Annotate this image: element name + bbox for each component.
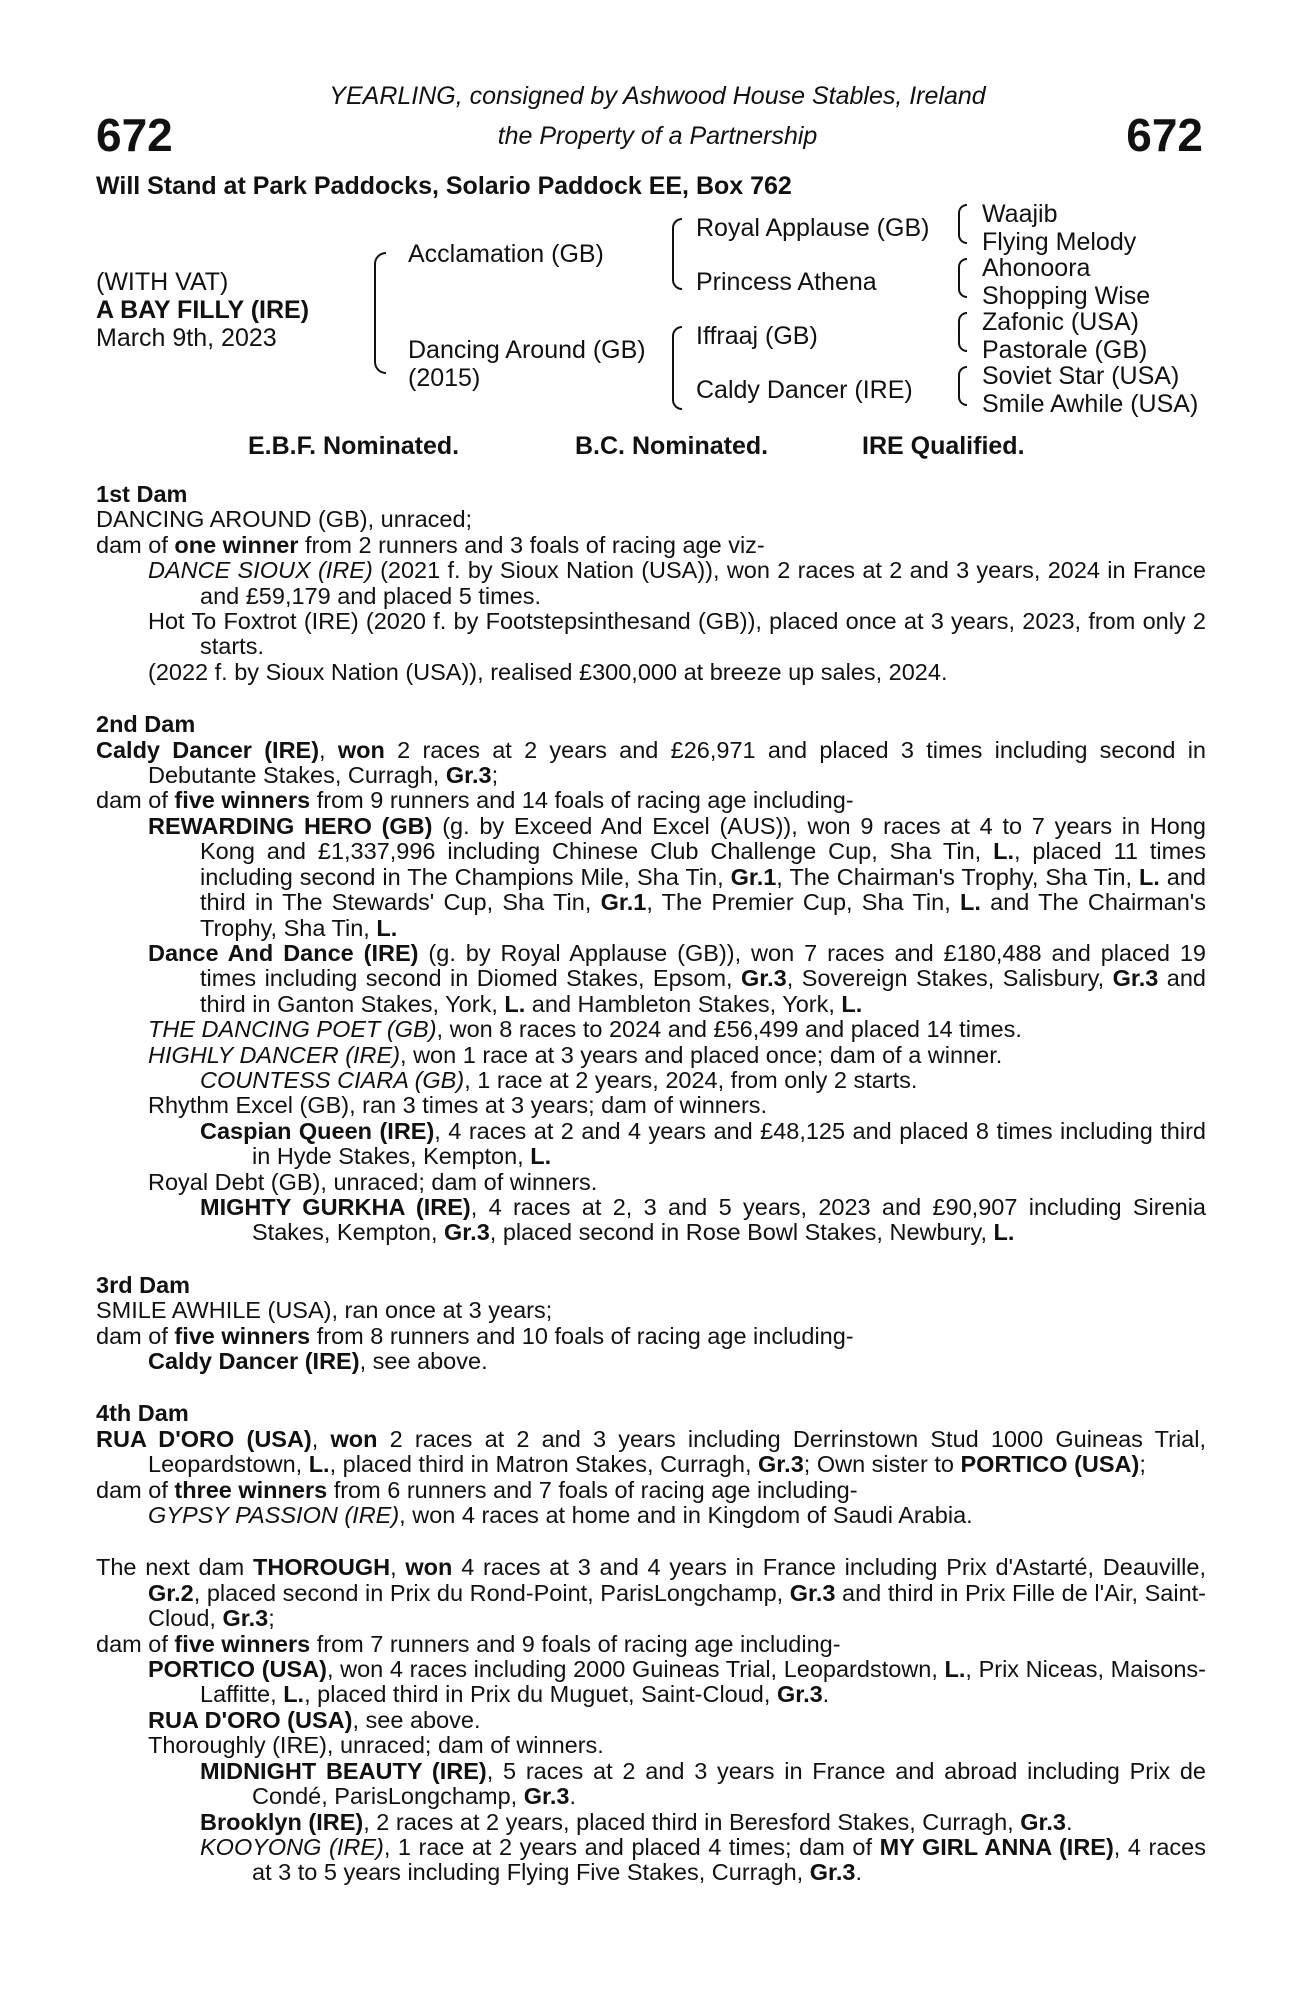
second-dam-runner-4-child: COUNTESS CIARA (GB), 1 race at 2 years, 2024, from only 2 starts. <box>200 1066 918 1093</box>
next-dam-produce: dam of five winners from 7 runners and 9 foals of racing age including- <box>96 1630 841 1657</box>
first-dam-foal-2: Hot To Foxtrot (IRE) (2020 f. by Footstepsinthesand (GB)), placed once at 3 years, 2023, from only 2 starts. <box>148 608 1206 660</box>
lot-number-left: 672 <box>96 109 173 161</box>
grandsire-1: Waajib <box>982 200 1058 228</box>
first-dam-name: DANCING AROUND (GB), unraced; <box>96 506 473 533</box>
dam-sire: Iffraaj (GB) <box>696 322 818 350</box>
pedigree-brace-g1 <box>958 204 967 244</box>
ebf-nominated: E.B.F. Nominated. <box>248 432 460 460</box>
first-dam-heading: 1st Dam <box>96 481 188 507</box>
bc-nominated: B.C. Nominated. <box>575 432 769 460</box>
vat-note: (WITH VAT) <box>96 268 229 296</box>
grandsire-4: Soviet Star (USA) <box>982 362 1180 390</box>
first-dam-foal-1: DANCE SIOUX (IRE) (2021 f. by Sioux Nation (USA)), won 2 races at 2 and 3 years, 2024 in France and £59,179 and placed 5 times. <box>148 557 1206 609</box>
first-dam-produce: dam of one winner from 2 runners and 3 foals of racing age viz- <box>96 531 765 558</box>
pedigree-brace-sire <box>672 218 682 290</box>
next-dam-runner-3-child-3: KOOYONG (IRE), 1 race at 2 years and placed 4 times; dam of MY GIRL ANNA (IRE), 4 races at 3 to 5 years including Flying Five Stakes, Curragh, Gr.3. <box>200 1833 1206 1886</box>
next-dam-runner-1: PORTICO (USA), won 4 races including 2000 Guineas Trial, Leopardstown, L., Prix Niceas, Maisons-Laffitte, L., placed third in Prix du Muguet, Saint-Cloud, Gr.3. <box>148 1656 1207 1708</box>
next-dam-runner-2: RUA D'ORO (USA), see above. <box>148 1706 481 1733</box>
next-dam-runner-3: Thoroughly (IRE), unraced; dam of winners. <box>148 1732 604 1759</box>
fourth-dam-produce: dam of three winners from 6 runners and 7 foals of racing age including- <box>96 1476 858 1503</box>
catalogue-body <box>96 482 1206 1886</box>
sire-dam: Princess Athena <box>696 268 877 296</box>
next-dam-runner-3-child-1: MIDNIGHT BEAUTY (IRE), 5 races at 2 and 3 years in France and abroad including Prix de Condé, ParisLongchamp, Gr.3. <box>200 1757 1206 1810</box>
dam-dam: Caldy Dancer (IRE) <box>696 376 913 404</box>
second-dam-runner-5-child: Caspian Queen (IRE), 4 races at 2 and 4 years and £48,125 and placed 8 times including third in Hyde Stakes, Kempton, L. <box>200 1117 1206 1170</box>
grandsire-2: Ahonoora <box>982 254 1091 282</box>
second-dam-runner-5: Rhythm Excel (GB), ran 3 times at 3 years; dam of winners. <box>148 1092 768 1119</box>
horse-name: A BAY FILLY (IRE) <box>96 296 310 324</box>
second-dam-runner-2: Dance And Dance (IRE) (g. by Royal Applause (GB)), won 7 races and £180,488 and placed 19 times including second in Diomed Stakes, Epsom, Gr.3, Sovereign Stakes, Salisbury, Gr.3 and third in Ganton Stakes, York, L. and Hambleton Stakes, York, L. <box>148 939 1207 1017</box>
third-dam-heading: 3rd Dam <box>96 1271 191 1298</box>
third-dam-name: SMILE AWHILE (USA), ran once at 3 years; <box>96 1297 553 1324</box>
first-dam-foal-3: (2022 f. by Sioux Nation (USA)), realised £300,000 at breeze up sales, 2024. <box>148 658 948 685</box>
second-dam-runner-1: REWARDING HERO (GB) (g. by Exceed And Excel (AUS)), won 9 races at 4 to 7 years in Hong Kong and £1,337,996 including Chinese Club Challenge Cup, Sha Tin, L., placed 11 times including second in The Champions Mile, Sha Tin, Gr.1, The Chairman's Trophy, Sha Tin, L. and third in The Stewards' Cup, Sha Tin, Gr.1, The Premier Cup, Sha Tin, L. and The Chairman's Trophy, Sha Tin, L. <box>148 812 1206 941</box>
next-dam-runner-3-child-2: Brooklyn (IRE), 2 races at 2 years, placed third in Beresford Stakes, Curragh, Gr.3. <box>200 1808 1073 1835</box>
sire-sire: Royal Applause (GB) <box>696 214 930 242</box>
lot-number-right: 672 <box>1126 109 1203 161</box>
second-dam-heading: 2nd Dam <box>96 711 196 738</box>
third-dam-produce: dam of five winners from 8 runners and 10 foals of racing age including- <box>96 1322 854 1349</box>
second-dam-runner-3: THE DANCING POET (GB), won 8 races to 2024 and £56,499 and placed 14 times. <box>148 1016 1022 1043</box>
fourth-dam-name: RUA D'ORO (USA), won 2 races at 2 and 3 years including Derrinstown Stud 1000 Guineas Trial, Leopardstown, L., placed third in Matron Stakes, Curragh, Gr.3; Own sister to PORTICO (USA); <box>96 1425 1206 1478</box>
dam: Dancing Around (GB) <box>408 336 646 364</box>
second-dam-runner-6-child: MIGHTY GURKHA (IRE), 4 races at 2, 3 and 5 years, 2023 and £90,907 including Sirenia Stakes, Kempton, Gr.3, placed second in Rose Bowl Stakes, Newbury, L. <box>200 1193 1206 1246</box>
dam-year: (2015) <box>408 364 481 392</box>
pedigree-brace-main <box>374 252 386 374</box>
stand-location: Will Stand at Park Paddocks, Solario Paddock EE, Box 762 <box>96 172 792 200</box>
consignor-line: YEARLING, consigned by Ashwood House Stables, Ireland <box>329 82 986 110</box>
second-dam-name: Caldy Dancer (IRE), won 2 races at 2 years and £26,971 and placed 3 times including second in Debutante Stakes, Curragh, Gr.3; <box>96 736 1207 789</box>
horse-dob: March 9th, 2023 <box>96 324 277 352</box>
granddam-1: Flying Melody <box>982 228 1137 256</box>
granddam-3: Pastorale (GB) <box>982 336 1148 364</box>
second-dam-runner-6: Royal Debt (GB), unraced; dam of winners. <box>148 1168 598 1195</box>
sire: Acclamation (GB) <box>408 240 604 268</box>
fourth-dam-heading: 4th Dam <box>96 1400 189 1427</box>
ire-qualified: IRE Qualified. <box>862 432 1025 460</box>
pedigree-brace-dam <box>672 326 682 410</box>
third-dam-runner-1: Caldy Dancer (IRE), see above. <box>148 1348 488 1374</box>
grandsire-3: Zafonic (USA) <box>982 308 1139 336</box>
pedigree-brace-g2 <box>958 258 967 298</box>
granddam-4: Smile Awhile (USA) <box>982 390 1199 418</box>
granddam-2: Shopping Wise <box>982 282 1151 310</box>
property-line: the Property of a Partnership <box>497 122 818 150</box>
next-dam-intro: The next dam THOROUGH, won 4 races at 3 and 4 years in France including Prix d'Astarté, Deauville, Gr.2, placed second in Prix du Rond-Point, ParisLongchamp, Gr.3 and third in Prix Fille de l'Air, Saint-Cloud, Gr.3; <box>96 1554 1206 1632</box>
second-dam-produce: dam of five winners from 9 runners and 14 foals of racing age including- <box>96 787 854 814</box>
second-dam-runner-4: HIGHLY DANCER (IRE), won 1 race at 3 years and placed once; dam of a winner. <box>148 1041 1003 1068</box>
pedigree-brace-g3 <box>958 312 967 352</box>
pedigree-brace-g4 <box>958 366 967 406</box>
fourth-dam-runner-1: GYPSY PASSION (IRE), won 4 races at home and in Kingdom of Saudi Arabia. <box>148 1502 973 1529</box>
